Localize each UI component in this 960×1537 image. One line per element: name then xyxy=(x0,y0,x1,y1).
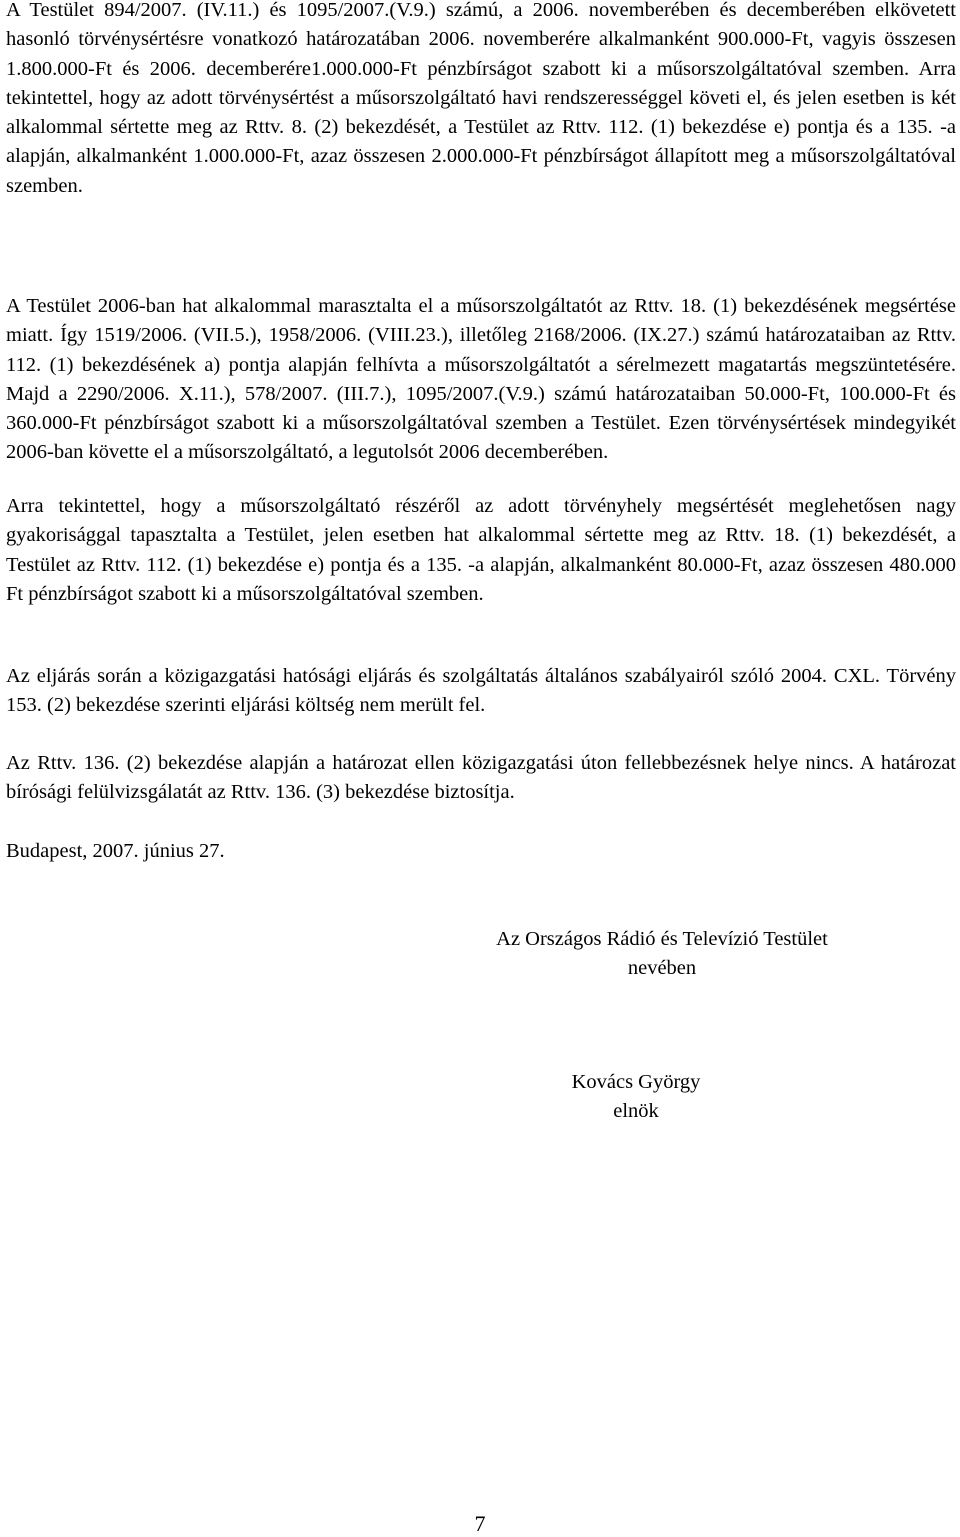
signature-on-behalf: nevében xyxy=(627,957,697,980)
page-number: 7 xyxy=(474,1511,486,1536)
signer-name: Kovács György xyxy=(571,1071,701,1093)
paragraph-previous-decisions: A Testület 894/2007. (IV.11.) és 1095/2007.(V.9.) számú, a 2006. novemberében és decemberében elkövetett hasonló törvénysértésre vonatkozó határozatában 2006. novemberére alkalmanként 900.000-Ft, vagyis összesen 1.800.000-Ft és 2006. decemberére1.000.000-Ft pénzbírságot szabott ki a műsorszolgáltatóval szemben. Arra tekintettel, hogy az adott törvénysértést a műsorszolgáltató havi rendszerességgel követi el, és jelen esetben is két alkalommal sértette meg az Rttv. 8. (2) bekezdését, a Testület az Rttv. 112. (1) bekezdése e) pontja és a 135. -a alapján, alkalmanként 1.000.000-Ft, azaz összesen 2.000.000-Ft pénzbírságot állapított meg a műsorszolgáltatóval szemben. xyxy=(6,0,956,197)
signature-body-name: Az Országos Rádió és Televízió Testület xyxy=(496,928,828,950)
signer-title: elnök xyxy=(613,1100,659,1123)
paragraph-legal-remedy: Az Rttv. 136. (2) bekezdése alapján a határozat ellen közigazgatási úton fellebbezésnek helye nincs. A határozat bírósági felülvizsgálatát az Rttv. 136. (3) bekezdése biztosítja. xyxy=(6,752,956,804)
signature-signer-block xyxy=(336,1068,936,1127)
place-and-date: Budapest, 2007. június 27. xyxy=(6,840,225,862)
paragraph-procedure-costs: Az eljárás során a közigazgatási hatósági eljárás és szolgáltatás általános szabályairól szóló 2004. CXL. Törvény 153. (2) bekezdése szerinti eljárási költség nem merült fel. xyxy=(6,665,956,717)
paragraph-fine-determination: Arra tekintettel, hogy a műsorszolgáltató részéről az adott törvényhely megsértését meglehetősen nagy gyakorisággal tapasztalta a Testület, jelen esetben hat alkalommal sértette meg az Rttv. 18. (1) bekezdését, a Testület az Rttv. 112. (1) bekezdése e) pontja és a 135. -a alapján, alkalmanként 80.000-Ft, azaz összesen 480.000 Ft pénzbírságot szabott ki a műsorszolgáltatóval szemben. xyxy=(6,495,956,605)
paragraph-2006-violations: A Testület 2006-ban hat alkalommal marasztalta el a műsorszolgáltatót az Rttv. 18. (1) bekezdésének megsértése miatt. Így 1519/2006. (VII.5.), 1958/2006. (VIII.23.), illetőleg 2168/2006. (IX.27.) számú határozataiban az Rttv. 112. (1) bekezdésének a) pontja alapján felhívta a műsorszolgáltatót a sérelmezett magatartás megszüntetésére. Majd a 2290/2006. X.11.), 578/2007. (III.7.), 1095/2007.(V.9.) számú határozataiban 50.000-Ft, 100.000-Ft és 360.000-Ft pénzbírságot szabott ki a műsorszolgáltatóval szemben a Testület. Ezen törvénysértések mindegyikét 2006-ban követte el a műsorszolgáltató, a legutolsót 2006 decemberében. xyxy=(6,295,956,464)
signature-body-block xyxy=(362,925,960,984)
